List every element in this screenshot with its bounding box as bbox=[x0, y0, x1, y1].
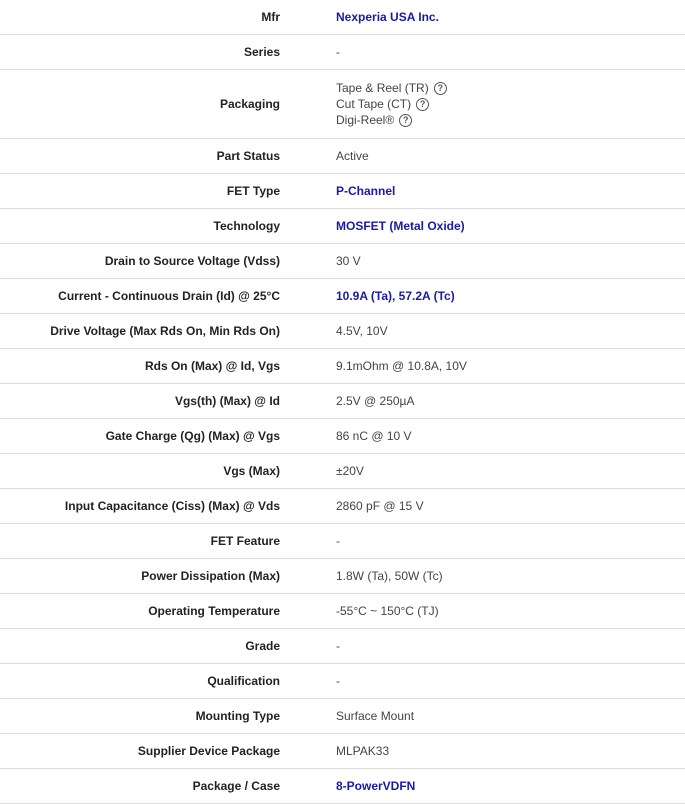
row-mounting-type bbox=[0, 699, 685, 734]
row-label: Part Status bbox=[0, 139, 280, 174]
row-label: Series bbox=[0, 35, 280, 70]
row-label: Power Dissipation (Max) bbox=[0, 559, 280, 594]
row-label: Drain to Source Voltage (Vdss) bbox=[0, 244, 280, 279]
help-icon[interactable]: ? bbox=[416, 98, 429, 111]
row-label: FET Type bbox=[0, 174, 280, 209]
row-technology bbox=[0, 209, 685, 244]
packaging-item bbox=[336, 80, 685, 96]
row-value: MLPAK33 bbox=[280, 734, 685, 769]
row-label: Packaging bbox=[0, 70, 280, 139]
row-package-case bbox=[0, 769, 685, 804]
row-value: 4.5V, 10V bbox=[280, 314, 685, 349]
row-drive-voltage bbox=[0, 314, 685, 349]
row-value: - bbox=[280, 524, 685, 559]
row-series bbox=[0, 35, 685, 70]
row-value: ±20V bbox=[280, 454, 685, 489]
row-value: - bbox=[280, 629, 685, 664]
row-value: 86 nC @ 10 V bbox=[280, 419, 685, 454]
row-label: Vgs (Max) bbox=[0, 454, 280, 489]
row-power-dissipation bbox=[0, 559, 685, 594]
row-current bbox=[0, 279, 685, 314]
row-label: Grade bbox=[0, 629, 280, 664]
row-label: Mfr bbox=[0, 0, 280, 35]
row-value: 1.8W (Ta), 50W (Tc) bbox=[280, 559, 685, 594]
current-link[interactable]: 10.9A (Ta), 57.2A (Tc) bbox=[336, 289, 455, 303]
row-grade bbox=[0, 629, 685, 664]
row-gate-charge bbox=[0, 419, 685, 454]
row-fet-feature bbox=[0, 524, 685, 559]
packaging-label: Tape & Reel (TR) bbox=[336, 81, 429, 95]
row-mfr bbox=[0, 0, 685, 35]
row-label: Supplier Device Package bbox=[0, 734, 280, 769]
technology-link[interactable]: MOSFET (Metal Oxide) bbox=[336, 219, 465, 233]
row-value: 9.1mOhm @ 10.8A, 10V bbox=[280, 349, 685, 384]
row-value: 2.5V @ 250µA bbox=[280, 384, 685, 419]
row-value: - bbox=[280, 664, 685, 699]
row-vdss bbox=[0, 244, 685, 279]
help-icon[interactable]: ? bbox=[434, 82, 447, 95]
help-icon[interactable]: ? bbox=[399, 114, 412, 127]
row-value: - bbox=[280, 35, 685, 70]
packaging-item bbox=[336, 96, 685, 112]
row-label: Mounting Type bbox=[0, 699, 280, 734]
row-operating-temperature bbox=[0, 594, 685, 629]
row-label: FET Feature bbox=[0, 524, 280, 559]
row-value: Surface Mount bbox=[280, 699, 685, 734]
row-label: Current - Continuous Drain (Id) @ 25°C bbox=[0, 279, 280, 314]
row-label: Vgs(th) (Max) @ Id bbox=[0, 384, 280, 419]
row-rds-on bbox=[0, 349, 685, 384]
row-label: Gate Charge (Qg) (Max) @ Vgs bbox=[0, 419, 280, 454]
packaging-label: Cut Tape (CT) bbox=[336, 97, 412, 111]
row-label: Rds On (Max) @ Id, Vgs bbox=[0, 349, 280, 384]
row-value: Active bbox=[280, 139, 685, 174]
packaging-item bbox=[336, 112, 685, 128]
row-label: Operating Temperature bbox=[0, 594, 280, 629]
row-qualification bbox=[0, 664, 685, 699]
row-supplier-device-package bbox=[0, 734, 685, 769]
fet-type-link[interactable]: P-Channel bbox=[336, 184, 396, 198]
row-label: Package / Case bbox=[0, 769, 280, 804]
row-label: Qualification bbox=[0, 664, 280, 699]
row-input-capacitance bbox=[0, 489, 685, 524]
row-vgs-th bbox=[0, 384, 685, 419]
row-label: Drive Voltage (Max Rds On, Min Rds On) bbox=[0, 314, 280, 349]
row-fet-type bbox=[0, 174, 685, 209]
row-vgs-max bbox=[0, 454, 685, 489]
packaging-label: Digi-Reel® bbox=[336, 113, 395, 127]
row-value: 2860 pF @ 15 V bbox=[280, 489, 685, 524]
row-value: -55°C ~ 150°C (TJ) bbox=[280, 594, 685, 629]
row-label: Input Capacitance (Ciss) (Max) @ Vds bbox=[0, 489, 280, 524]
row-label: Technology bbox=[0, 209, 280, 244]
row-packaging bbox=[0, 70, 685, 139]
package-case-link[interactable]: 8-PowerVDFN bbox=[336, 779, 416, 793]
row-value: 30 V bbox=[280, 244, 685, 279]
mfr-link[interactable]: Nexperia USA Inc. bbox=[336, 10, 439, 24]
packaging-list bbox=[280, 70, 685, 139]
row-part-status bbox=[0, 139, 685, 174]
